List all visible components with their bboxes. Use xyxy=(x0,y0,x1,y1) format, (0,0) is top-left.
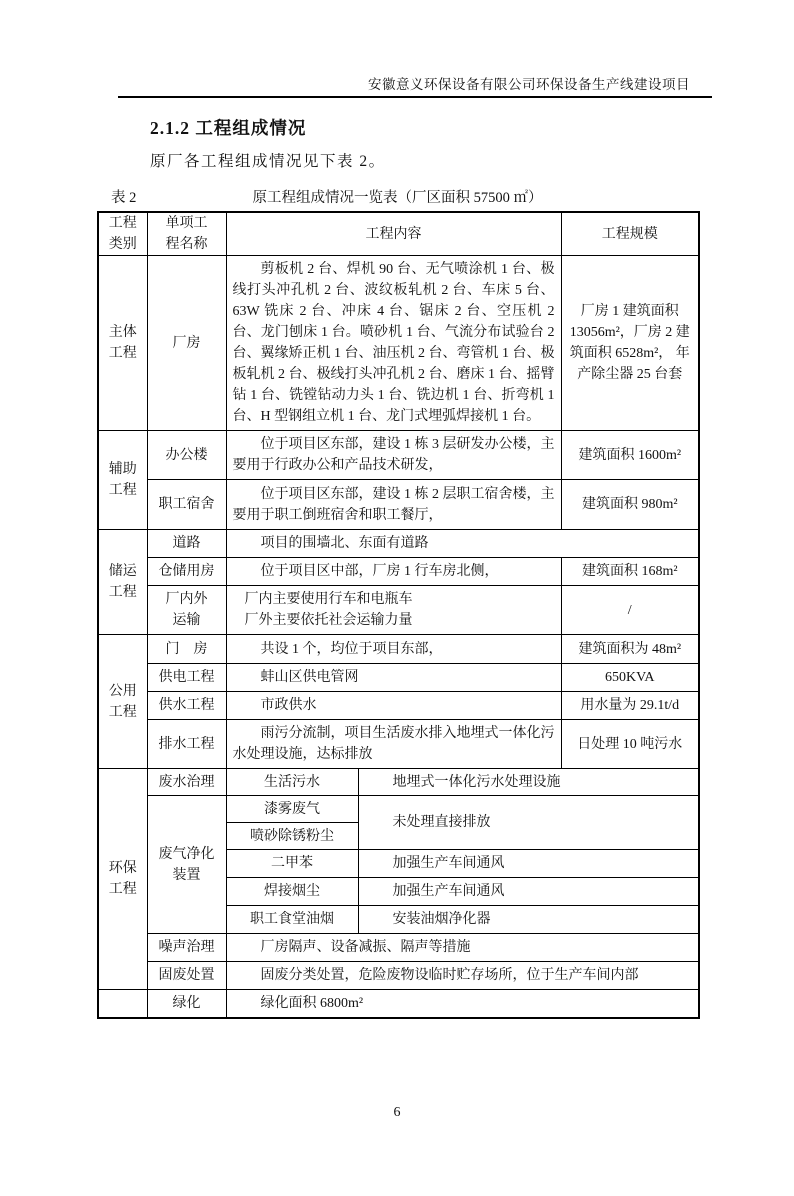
cell-gas-item-canteen: 职工食堂油烟 xyxy=(226,906,358,934)
cell-main-content: 剪板机 2 台、焊机 90 台、无气喷涂机 1 台、极线打头冲孔机 2 台、波纹板轧机 2 台、车床 5 台、63W 铣床 2 台、冲床 4 台、锯床 2 台、空压机 2 台、龙门刨床 1 台。喷砂机 1 台、气流分布试验台 2 台、翼缘矫正机 1 台、油压机 2 台、弯管机 1 台、极板轧机 2 台、极线打头冲孔机 2 台、磨床 1 台、摇臂钻 1 台、铣镗钻动力头 1 台、铣边机 1 台、折弯机 1 台、H 型钢组立机 1 台、龙门式埋弧焊接机 1 台。 xyxy=(226,256,561,431)
cell-power-scale: 650KVA xyxy=(561,664,699,692)
cell-warehouse-scale: 建筑面积 168m² xyxy=(561,558,699,586)
row-storage-transport xyxy=(98,586,699,635)
header-project-title: 安徽意义环保设备有限公司环保设备生产线建设项目 xyxy=(368,77,690,92)
cell-gatehouse-content: 共设 1 个，均位于项目东部， xyxy=(226,635,561,664)
row-storage-warehouse xyxy=(98,558,699,586)
cell-aux-dorm-name: 职工宿舍 xyxy=(147,480,226,530)
cell-gatehouse-name: 门 房 xyxy=(147,635,226,664)
row-utility-gatehouse xyxy=(98,635,699,664)
row-aux-office xyxy=(98,431,699,480)
cell-aux-office-name: 办公楼 xyxy=(147,431,226,480)
cell-gas-name: 废气净化装置 xyxy=(147,796,226,934)
cell-noise-name: 噪声治理 xyxy=(147,934,226,962)
row-env-solid-waste xyxy=(98,962,699,990)
cell-drainage-name: 排水工程 xyxy=(147,720,226,769)
section-heading: 2.1.2 工程组成情况 xyxy=(150,118,307,138)
page-number: 6 xyxy=(393,1105,401,1120)
page-header xyxy=(118,73,712,98)
cell-main-category: 主体工程 xyxy=(98,256,147,431)
cell-aux-dorm-scale: 建筑面积 980m² xyxy=(561,480,699,530)
cell-road-content: 项目的围墙北、东面有道路 xyxy=(226,530,699,558)
cell-greening-name: 绿化 xyxy=(147,990,226,1019)
table-label: 表 2 xyxy=(111,190,137,206)
cell-gas-item-paint-mist: 漆雾废气 xyxy=(226,796,358,823)
row-utility-power xyxy=(98,664,699,692)
cell-power-name: 供电工程 xyxy=(147,664,226,692)
row-utility-drainage xyxy=(98,720,699,769)
table-caption-row xyxy=(97,186,698,207)
cell-water-name: 供水工程 xyxy=(147,692,226,720)
header-cell-name: 单项工程名称 xyxy=(147,212,226,256)
project-composition-table xyxy=(97,211,700,1019)
cell-aux-dorm-content: 位于项目区东部，建设 1 栋 2 层职工宿舍楼，主要用于职工倒班宿舍和职工餐厅， xyxy=(226,480,561,530)
cell-wastewater-measure: 地埋式一体化污水处理设施 xyxy=(358,769,699,796)
cell-wastewater-name: 废水治理 xyxy=(147,769,226,796)
row-storage-road xyxy=(98,530,699,558)
cell-gas-item-xylene: 二甲苯 xyxy=(226,850,358,878)
cell-main-scale: 厂房 1 建筑面积 13056m²，厂房 2 建筑面积 6528m²， 年产除尘器 25 台套 xyxy=(561,256,699,431)
cell-drainage-scale: 日处理 10 吨污水 xyxy=(561,720,699,769)
cell-gas-measure-canteen: 安装油烟净化器 xyxy=(358,906,699,934)
cell-transport-scale: / xyxy=(561,586,699,635)
cell-gas-measure-welding: 加强生产车间通风 xyxy=(358,878,699,906)
header-cell-scale: 工程规模 xyxy=(561,212,699,256)
cell-warehouse-name: 仓储用房 xyxy=(147,558,226,586)
header-cell-content: 工程内容 xyxy=(226,212,561,256)
cell-storage-category: 储运工程 xyxy=(98,530,147,635)
cell-aux-category: 辅助工程 xyxy=(98,431,147,530)
row-utility-water xyxy=(98,692,699,720)
cell-noise-content: 厂房隔声、设备减振、隔声等措施 xyxy=(226,934,699,962)
cell-wastewater-item: 生活污水 xyxy=(226,769,358,796)
transport-content-line1: 厂内主要使用行车和电瓶车 xyxy=(244,592,413,607)
cell-road-name: 道路 xyxy=(147,530,226,558)
table-header-row xyxy=(98,212,699,256)
cell-transport-name: 厂内外运输 xyxy=(147,586,226,635)
cell-utility-category: 公用工程 xyxy=(98,635,147,769)
cell-solid-waste-content: 固废分类处置，危险废物设临时贮存场所，位于生产车间内部 xyxy=(226,962,699,990)
cell-greening-category-empty xyxy=(98,990,147,1019)
cell-power-content: 蚌山区供电管网 xyxy=(226,664,561,692)
cell-aux-office-content: 位于项目区东部，建设 1 栋 3 层研发办公楼，主要用于行政办公和产品技术研发， xyxy=(226,431,561,480)
transport-content-line2: 厂外主要依托社会运输力量 xyxy=(244,613,413,628)
row-env-paint-mist xyxy=(98,796,699,823)
cell-solid-waste-name: 固废处置 xyxy=(147,962,226,990)
row-main-workshop xyxy=(98,256,699,431)
cell-aux-office-scale: 建筑面积 1600m² xyxy=(561,431,699,480)
cell-gas-measure-xylene: 加强生产车间通风 xyxy=(358,850,699,878)
cell-gas-item-sandblast: 喷砂除锈粉尘 xyxy=(226,823,358,850)
row-env-wastewater xyxy=(98,769,699,796)
cell-env-category: 环保工程 xyxy=(98,769,147,990)
cell-transport-content xyxy=(226,586,561,635)
cell-drainage-content: 雨污分流制，项目生活废水排入地埋式一体化污水处理设施，达标排放 xyxy=(226,720,561,769)
cell-warehouse-content: 位于项目区中部，厂房 1 行车房北侧， xyxy=(226,558,561,586)
cell-water-content: 市政供水 xyxy=(226,692,561,720)
table-caption: 原工程组成情况一览表（厂区面积 57500 ㎡） xyxy=(252,190,543,206)
cell-gatehouse-scale: 建筑面积为 48m² xyxy=(561,635,699,664)
row-aux-dormitory xyxy=(98,480,699,530)
row-greening xyxy=(98,990,699,1019)
cell-gas-item-welding: 焊接烟尘 xyxy=(226,878,358,906)
header-cell-category: 工程类别 xyxy=(98,212,147,256)
cell-gas-merged-measure: 未处理直接排放 xyxy=(358,796,699,850)
row-env-noise xyxy=(98,934,699,962)
cell-water-scale: 用水量为 29.1t/d xyxy=(561,692,699,720)
cell-greening-content: 绿化面积 6800m² xyxy=(226,990,699,1019)
cell-main-name: 厂房 xyxy=(147,256,226,431)
intro-paragraph: 原厂各工程组成情况见下表 2。 xyxy=(150,153,386,170)
